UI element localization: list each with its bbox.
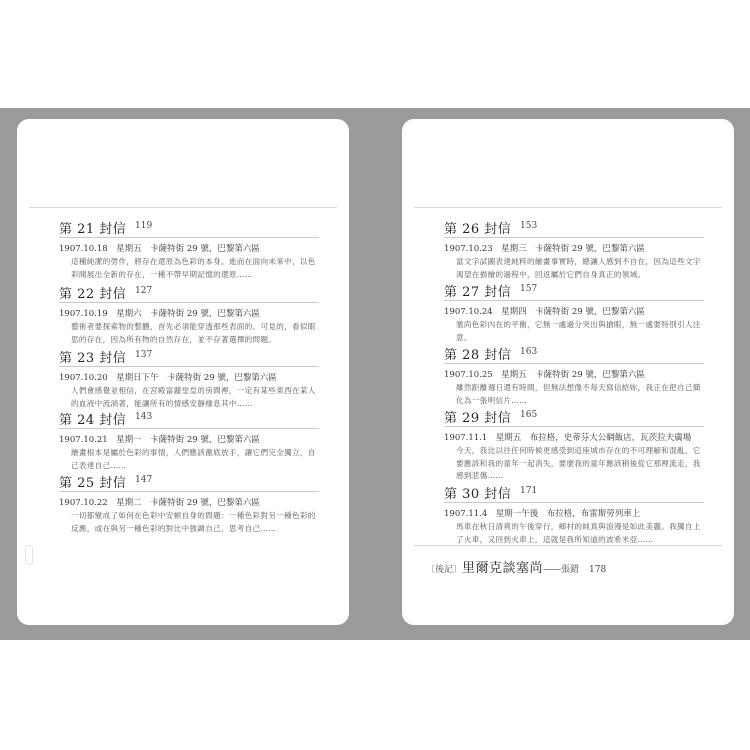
toc-entry[interactable] bbox=[402, 282, 734, 344]
entry-heading bbox=[444, 484, 704, 503]
entry-excerpt: 一切都變成了如何在色彩中安頓自身的問題：一種色彩對另一種色彩的反應，或在與另一種色彩的對比中強調自己，思考自己…… bbox=[71, 511, 316, 533]
entry-date-location: 1907.11.4 星期一午後 布拉格，布雷斯勞列車上 bbox=[444, 509, 641, 519]
entry-excerpt: 這種純潔的勞作，將存在還原為色彩的本身。進而在面向未來中，以色彩開展出全新的存在，一種不帶早期記憶的還原…… bbox=[71, 257, 316, 279]
entry-heading bbox=[59, 284, 319, 303]
entry-title: 第 23 封信 bbox=[59, 351, 127, 366]
top-divider bbox=[29, 207, 337, 208]
toc-entry[interactable] bbox=[17, 473, 349, 535]
entry-title: 第 25 封信 bbox=[59, 476, 127, 491]
entry-heading bbox=[59, 473, 319, 492]
entry-date-location: 1907.10.18 星期五 卡薩特街 29 號，巴黎第六區 bbox=[59, 244, 260, 254]
entry-title: 第 26 封信 bbox=[444, 222, 512, 237]
entry-heading bbox=[444, 219, 704, 238]
toc-entry[interactable] bbox=[402, 345, 734, 407]
entry-page-number: 171 bbox=[520, 486, 538, 496]
entry-page-number: 143 bbox=[135, 412, 153, 422]
toc-entry[interactable] bbox=[17, 219, 349, 281]
entry-date-location: 1907.10.24 星期四 卡薩特街 29 號，巴黎第六區 bbox=[444, 307, 645, 317]
entry-page-number: 137 bbox=[135, 350, 153, 360]
afterword-title: 里爾克談塞尚 bbox=[462, 561, 544, 576]
left-page bbox=[17, 119, 349, 625]
toc-entry[interactable] bbox=[402, 408, 734, 483]
entry-page-number: 165 bbox=[520, 410, 538, 420]
afterword-label: 〔後記〕 bbox=[426, 565, 463, 575]
entry-heading bbox=[444, 345, 704, 364]
entry-excerpt: 藝術者要探索物的整體，首先必須能穿透那些表面的、可見的，看似眼思的存在，因為所有物的自然存在，並不存著選擇的問題。 bbox=[71, 322, 316, 344]
entry-title: 第 27 封信 bbox=[444, 285, 512, 300]
entry-date-location: 1907.10.20 星期日下午 卡薩特街 29 號，巴黎第六區 bbox=[59, 373, 277, 383]
entry-excerpt: 繪畫根本是屬於色彩的事情，人們應該徹底放手，讓它們完全獨立，自己表達自己…… bbox=[71, 448, 316, 470]
afterword-entry[interactable] bbox=[426, 557, 606, 576]
blank-top-area bbox=[17, 119, 349, 207]
entry-title: 第 29 封信 bbox=[444, 411, 512, 426]
afterword-author: ——張錯 bbox=[543, 565, 580, 575]
toc-entry[interactable] bbox=[402, 484, 734, 546]
blank-top-area bbox=[402, 119, 734, 207]
entry-excerpt: 今天，我比以往任何時候更感受到這座城市存在的不可理解和混亂，它要應該和我的童年一起消失，要麼我的童年應該稍後從它那裡流走，我感到悲傷…… bbox=[456, 446, 701, 480]
afterword-page-number: 178 bbox=[589, 565, 607, 575]
toc-entry[interactable] bbox=[17, 410, 349, 472]
entry-page-number: 119 bbox=[135, 221, 153, 231]
entry-date-location: 1907.10.25 星期五 卡薩特街 29 號，巴黎第六區 bbox=[444, 370, 645, 380]
entry-excerpt: 雖然距離週日還有時間，但無法想像不每天寫信給妳，我正在把自己簡化為一張明信片…… bbox=[456, 383, 701, 405]
toc-entry[interactable] bbox=[17, 284, 349, 346]
entry-heading bbox=[59, 410, 319, 429]
entry-heading bbox=[59, 348, 319, 367]
page-edge-mark bbox=[25, 545, 33, 565]
entry-title: 第 28 封信 bbox=[444, 348, 512, 363]
entry-title: 第 21 封信 bbox=[59, 222, 127, 237]
afterword-divider bbox=[414, 545, 722, 546]
entry-title: 第 30 封信 bbox=[444, 487, 512, 502]
entry-heading bbox=[444, 282, 704, 301]
entry-date-location: 1907.10.19 星期六 卡薩特街 29 號，巴黎第六區 bbox=[59, 309, 260, 319]
entry-excerpt: 人們會感覺並相信，在宮殿富麗堂皇的房間裡，一定有某些東西在某人的血液中流淌著，能讓所有的情感安靜棲息其中…… bbox=[71, 386, 316, 408]
top-divider bbox=[414, 207, 722, 208]
entry-date-location: 1907.10.21 星期一 卡薩特街 29 號，巴黎第六區 bbox=[59, 435, 260, 445]
entry-page-number: 157 bbox=[520, 284, 538, 294]
entry-heading bbox=[59, 219, 319, 238]
entry-date-location: 1907.10.22 星期二 卡薩特街 29 號，巴黎第六區 bbox=[59, 498, 260, 508]
entry-page-number: 147 bbox=[135, 475, 153, 485]
entry-date-location: 1907.10.23 星期三 卡薩特街 29 號，巴黎第六區 bbox=[444, 244, 645, 254]
entry-heading bbox=[444, 408, 704, 427]
entry-excerpt: 塞尚色彩內在的平衡，它無一處過分突出與搶眼，無一處要特別引人注意。 bbox=[456, 320, 701, 342]
entry-page-number: 153 bbox=[520, 221, 538, 231]
entry-page-number: 163 bbox=[520, 347, 538, 357]
entry-excerpt: 當文字試圖表達純粹的繪畫事實時，總讓人感到不自在，因為這些文字渴望在描繪的過程中，回返屬於它們自身真正的領域。 bbox=[456, 257, 701, 279]
entry-date-location: 1907.11.1 星期五 布拉格，史蒂芬大公網飯店，瓦茨拉夫廣場 bbox=[444, 433, 692, 443]
entry-title: 第 22 封信 bbox=[59, 287, 127, 302]
right-page bbox=[402, 119, 734, 625]
entry-page-number: 127 bbox=[135, 286, 153, 296]
toc-entry[interactable] bbox=[17, 348, 349, 410]
toc-entry[interactable] bbox=[402, 219, 734, 281]
entry-title: 第 24 封信 bbox=[59, 413, 127, 428]
entry-excerpt: 馬車在秋日清爽的午後穿行，鄉村的純真與浪漫是如此美麗。我獨自上了火車，又回到火車上，這就是我所知道的波希米亞…… bbox=[456, 522, 701, 544]
